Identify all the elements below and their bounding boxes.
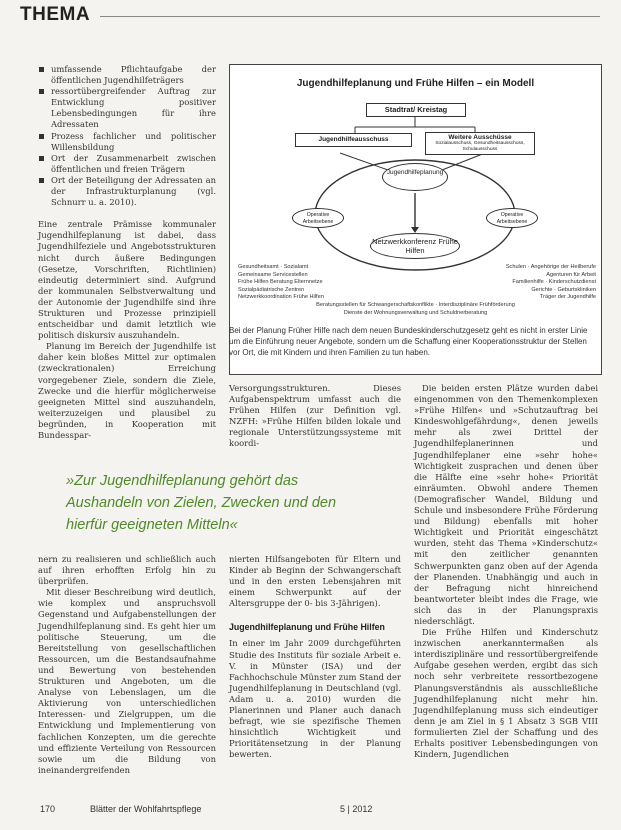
right-participant-list: Schulen · Angehörige der Heilberufe Agenturen für Arbeit Familienhilfe · Kinderschutzdienst Gerichte · Geburtskliniken Träger der Jugendhilfe: [505, 264, 596, 300]
left-participant-list: Gesundheitsamt · Sozialamt Gemeinsame Servicestellen Frühe Hilfen Beratung Elternnetze Sozialpädiatrische Zentren Netzwerkkoordination Frühe Hilfen: [238, 264, 324, 300]
paragraph: Versorgungsstrukturen. Dieses Aufgabenspektrum umfasst auch die Frühen Hilfen (zur Definition vgl. NZFH: »Frühe Hilfen bilden lokale und regionale Unterstützungssysteme mit koordi-: [229, 383, 401, 449]
operative-left-ellipse: Operative Arbeitsebene: [292, 208, 344, 228]
page-footer: [40, 804, 372, 814]
section-title: THEMA: [20, 4, 91, 25]
column-1-bottom: [38, 554, 216, 776]
weitere-box: Weitere Ausschüsse Sozialausschuss, Gesundheitsausschuss, Schulausschuss: [425, 132, 535, 155]
section-subheading: Jugendhilfeplanung und Frühe Hilfen: [229, 622, 385, 633]
paragraph: Mit dieser Beschreibung wird deutlich, wie komplex und anspruchsvoll Gegenstand und Aufgabenstellungen der Jugendhilfeplanung sind. Es geht hier um politische Steuerung, um die Bereitstellung von gesellschaftlichen Ressourcen, um die Bestandsaufnahme und Bewertung von bestehenden Strukturen und Angeboten, um die Analyse von Lebenslagen, um die Aktivierung von unterschiedlichen Interessen- und Zielgruppen, um die Entwicklung und Implementierung von fachlichen Konzepten, um die gerechte und effiziente Verteilung von Ressourcen sowie um die Bildung von ineinandergreifenden: [38, 587, 216, 775]
bullet-list: [38, 64, 216, 208]
issue-number: 5 | 2012: [340, 804, 373, 814]
page-number: 170: [40, 804, 56, 814]
operative-right-ellipse: Operative Arbeitsebene: [486, 208, 538, 228]
bullet-item: Prozess fachlicher und politischer Willensbildung: [38, 131, 216, 153]
jhp-ellipse: Jugendhilfeplanung: [382, 163, 448, 191]
jha-box: Jugendhilfeausschuss: [295, 133, 412, 147]
column-2-top: [229, 383, 401, 450]
netzwerk-ellipse: Netzwerkkonferenz Frühe Hilfen: [370, 233, 460, 259]
paragraph: nern zu realisieren und schließlich auch auf ihren erhofften Erfolg hin zu überprüfen.: [38, 554, 216, 587]
pull-quote: »Zur Jugendhilfeplanung gehört das Aushandeln von Zielen, Zwecken und den hierfür geeigneten Mitteln«: [66, 473, 337, 533]
bullet-item: umfassende Pflichtaufgabe der öffentlichen Jugendhilfeträgers: [38, 64, 216, 86]
paragraph: Planung im Bereich der Jugendhilfe ist daher kein bloßes Mittel zur optimalen (zweckrationalen) Erreichung vorgegebener Ziele, sondern die Ziele, Zwecke und die hierfür möglicherweise geeigneten Mittel sind auszuhandeln, weiterzuzeigen und plausibel zu begründen, in Kooperation mit Bundesspar-: [38, 341, 216, 440]
publication-name: Blätter der Wohlfahrtspflege: [90, 804, 202, 814]
stadtrat-box: Stadtrat/ Kreistag: [366, 103, 466, 117]
column-1-top: [38, 64, 216, 441]
bullet-item: ressortübergreifender Auftrag zur Entwicklung positiver Lebensbedingungen für ihre Adressaten: [38, 86, 216, 130]
paragraph: nierten Hilfsangeboten für Eltern und Kinder ab Beginn der Schwangerschaft und in den ersten Lebensjahren mit einem Schwerpunkt auf der Altersgruppe der 0- bis 3-Jährigen).: [229, 554, 401, 609]
paragraph: Die Frühe Hilfen und Kinderschutz inzwischen anerkanntermaßen als interdisziplinäre und ressortübergreifende Aufgabe gesehen werden, ergibt das sich noch sehr verbreitete ressortbezogene Planungsverständnis als ausschließliche Jugendhilfeplanung nicht mehr hin. Jugendhilfeplanung muss sich eindeutiger denn je am Ziel in § 1 Absatz 3 SGB VIII formulierten Ziel der Schaffung und des Erhalts positiver Lebensbedingungen von Kindern, Jugendlichen: [414, 627, 598, 760]
paragraph: Die beiden ersten Plätze wurden dabei eingenommen von den Themenkomplexen »Frühe Hilfen« und »Schutzauftrag bei Kindeswohlgefährdung«, denen jeweils mehr als zwei Drittel der Jugendhilfeplanerinnen und Jugendhilfeplaner eine »sehr hohe« Wichtigkeit zusprachen und denen über die Hälfte eine »sehr hohe« Priorität einräumten. Obwohl andere Themen (Demografischer Wandel, Bildung und Schule und insbesondere Frühe Förderung und Bildung) ebenfalls mit hoher Wichtigkeit und Priorität eingeschätzt wurden, steht das Thema »Kinderschutz« mit den zeitlicher genannten Schwerpunkten ganz oben auf der Agenda der Planenden. Unabhängig und auch in der Befragung nicht hinreichend beantworteter bleibt indes die Frage, wie sich das in der Planungspraxis niederschlägt.: [414, 383, 598, 626]
bullet-item: Ort der Beteiligung der Adressaten an der Infrastrukturplanung (vgl. Schnurr u. a. 2010).: [38, 175, 216, 208]
bottom-participant-list: Beratungsstellen für Schwangerschaftskonflikte · Interdisziplinäre Frühförderung Dienste der Wohnungsverwaltung und Schuldnerberatung: [316, 302, 515, 316]
figure-title: Jugendhilfeplanung und Frühe Hilfen – ein Modell: [296, 78, 535, 89]
column-3: [414, 383, 598, 760]
bullet-item: Ort der Zusammenarbeit zwischen öffentlichen und freien Trägern: [38, 153, 216, 175]
column-2-bottom: [229, 554, 401, 761]
paragraph: Eine zentrale Prämisse kommunaler Jugendhilfeplanung ist dabei, dass Jugendhilfeziele und Angebotsstrukturen nicht durch äußere Bedingungen (Gesetze, Vorschriften, Richtlinien) eindeutig determiniert sind. Aufgrund der kommunalen Selbstverwaltung und der Autonomie der Jugendhilfe sind ihre Strukturen und Prozesse prinzipiell entscheidbar und damit letztlich wie politisch diskursiv auszuhandeln.: [38, 219, 216, 341]
paragraph: In einer im Jahr 2009 durchgeführten Studie des Instituts für soziale Arbeit e. V. in Münster (ISA) und der Fachhochschule Münster zum Stand der Jugendhilfeplanung in Deutschland (vgl. Adam u. a. 2010) wurden die Planerinnen und Planer auch danach befragt, wie sie spezifische Themen hinsichtlich Wichtigkeit und Prioritätensetzung in der Planung bewerten.: [229, 638, 401, 760]
figure-caption: Bei der Planung Früher Hilfe nach dem neuen Bundeskinderschutzgesetz geht es nicht in erster Linie um die Einführung neuer Angebote, sondern um die Schaffung einer Kooperationsstruktur der Stellen vor Ort, die mit Kindern und ihren Familien zu tun haben.: [229, 326, 588, 357]
header-rule: [100, 16, 600, 17]
